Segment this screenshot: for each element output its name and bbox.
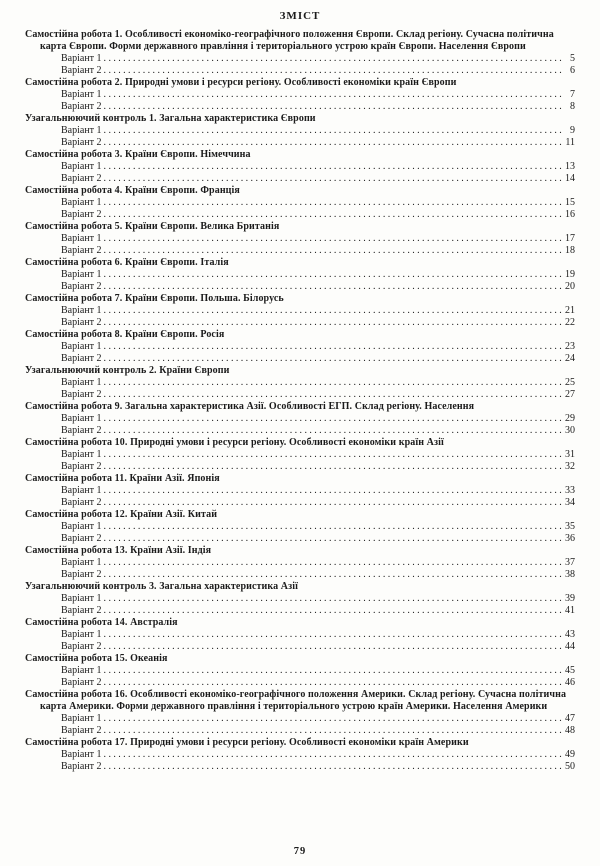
toc-item-label: Варіант 1 [61, 713, 102, 724]
dot-leader [104, 161, 562, 173]
toc-section-heading: Узагальнюючий контроль 3. Загальна характеристика Азії [25, 581, 298, 592]
toc-item-page: 21 [565, 305, 575, 316]
toc-item [25, 245, 575, 257]
toc-item-page: 15 [565, 197, 575, 208]
toc-section-heading: Самостійна робота 8. Країни Європи. Росія [25, 329, 225, 340]
toc-item-page: 8 [570, 101, 575, 112]
dot-leader [104, 53, 562, 65]
toc-item-page: 31 [565, 449, 575, 460]
toc-item-label: Варіант 2 [61, 173, 102, 184]
toc-item-label: Варіант 2 [61, 461, 102, 472]
toc-item-label: Варіант 1 [61, 197, 102, 208]
toc-item [25, 173, 575, 185]
toc-section [25, 737, 575, 773]
toc-item-label: Варіант 1 [61, 449, 102, 460]
toc-item [25, 749, 575, 761]
dot-leader [104, 677, 562, 689]
dot-leader [104, 749, 562, 761]
toc-item-label: Варіант 2 [61, 245, 102, 256]
dot-leader [104, 413, 562, 425]
toc-item-label: Варіант 1 [61, 749, 102, 760]
toc-section-heading: Самостійна робота 4. Країни Європи. Франція [25, 185, 240, 196]
toc-item [25, 761, 575, 773]
toc-item-label: Варіант 1 [61, 413, 102, 424]
toc-item-page: 38 [565, 569, 575, 580]
toc-item-page: 50 [565, 761, 575, 772]
toc-item-page: 37 [565, 557, 575, 568]
toc-item-page: 44 [565, 641, 575, 652]
toc-item-page: 7 [570, 89, 575, 100]
toc-item-page: 41 [565, 605, 575, 616]
dot-leader [104, 761, 562, 773]
toc-section-heading: Самостійна робота 15. Океанія [25, 653, 168, 664]
toc-item [25, 641, 575, 653]
toc-item [25, 233, 575, 245]
toc-section-heading: Самостійна робота 9. Загальна характеристика Азії. Особливості ЕГП. Склад регіону. Населення [25, 401, 475, 412]
toc-item-page: 13 [565, 161, 575, 172]
toc-item-page: 16 [565, 209, 575, 220]
dot-leader [104, 569, 562, 581]
toc-item-label: Варіант 2 [61, 137, 102, 148]
dot-leader [104, 209, 562, 221]
toc-item-label: Варіант 1 [61, 521, 102, 532]
toc-item-page: 11 [565, 137, 575, 148]
toc-item [25, 629, 575, 641]
toc-item-page: 48 [565, 725, 575, 736]
toc-section [25, 221, 575, 257]
toc-item [25, 497, 575, 509]
toc-section [25, 77, 575, 113]
dot-leader [104, 305, 562, 317]
dot-leader [104, 425, 562, 437]
dot-leader [104, 521, 562, 533]
toc-item-label: Варіант 2 [61, 725, 102, 736]
toc-section-heading: Самостійна робота 11. Країни Азії. Японія [25, 473, 220, 484]
dot-leader [104, 317, 562, 329]
toc-item-page: 5 [570, 53, 575, 64]
toc-section-heading: Узагальнюючий контроль 1. Загальна характеристика Європи [25, 113, 316, 124]
toc-item [25, 317, 575, 329]
toc-item-label: Варіант 1 [61, 377, 102, 388]
toc-item-page: 18 [565, 245, 575, 256]
toc-section-heading: Самостійна робота 16. Особливості економіко-географічного положення Америки. Склад регіону. Сучасна політична карта Америки. Форми державного правління і територіального устрою країн Америки. Населення Америки [25, 689, 567, 712]
page-title: ЗМІСТ [279, 10, 321, 22]
toc-item-label: Варіант 2 [61, 605, 102, 616]
toc-item-label: Варіант 1 [61, 161, 102, 172]
toc-item-label: Варіант 1 [61, 89, 102, 100]
dot-leader [104, 605, 562, 617]
dot-leader [104, 629, 562, 641]
toc-item [25, 305, 575, 317]
toc-section-heading: Самостійна робота 5. Країни Європи. Велика Британія [25, 221, 280, 232]
footer-page-number: 79 [293, 846, 307, 857]
toc-section [25, 437, 575, 473]
dot-leader [104, 89, 562, 101]
dot-leader [104, 713, 562, 725]
toc-item-label: Варіант 2 [61, 317, 102, 328]
toc-section [25, 29, 575, 77]
toc-item-label: Варіант 2 [61, 281, 102, 292]
toc-section-heading: Самостійна робота 6. Країни Європи. Італія [25, 257, 229, 268]
toc-item-page: 17 [565, 233, 575, 244]
toc-item [25, 281, 575, 293]
dot-leader [104, 641, 562, 653]
dot-leader [104, 593, 562, 605]
toc-section [25, 149, 575, 185]
toc-item-page: 49 [565, 749, 575, 760]
toc-section-heading: Самостійна робота 1. Особливості економіко-географічного положення Європи. Склад регіону. Сучасна політична карта Європи. Форми державного правління і територіального устрою країн Європи. Населення Європи [25, 29, 554, 52]
toc-item-page: 25 [565, 377, 575, 388]
toc-item [25, 377, 575, 389]
toc-item [25, 209, 575, 221]
toc-section [25, 257, 575, 293]
toc-item [25, 137, 575, 149]
toc-item-label: Варіант 1 [61, 269, 102, 280]
dot-leader [104, 341, 562, 353]
toc-item [25, 677, 575, 689]
toc-section-heading: Самостійна робота 17. Природні умови і ресурси регіону. Особливості економіки країн Америки [25, 737, 469, 748]
toc-item-label: Варіант 1 [61, 53, 102, 64]
dot-leader [104, 665, 562, 677]
toc-section-heading: Самостійна робота 10. Природні умови і ресурси регіону. Особливості економіки країн Азії [25, 437, 444, 448]
toc-item [25, 449, 575, 461]
toc-item-label: Варіант 2 [61, 569, 102, 580]
toc-item-page: 27 [565, 389, 575, 400]
toc-section-heading: Самостійна робота 14. Австралія [25, 617, 178, 628]
toc-item-label: Варіант 2 [61, 677, 102, 688]
toc-item-label: Варіант 2 [61, 533, 102, 544]
toc-item [25, 461, 575, 473]
dot-leader [104, 233, 562, 245]
toc-item-page: 24 [565, 353, 575, 364]
toc-item [25, 197, 575, 209]
dot-leader [104, 137, 562, 149]
toc-item-page: 36 [565, 533, 575, 544]
toc-item [25, 161, 575, 173]
toc-item-label: Варіант 1 [61, 629, 102, 640]
toc-item [25, 413, 575, 425]
toc-section [25, 365, 575, 401]
toc-item-label: Варіант 1 [61, 233, 102, 244]
toc-item-label: Варіант 2 [61, 209, 102, 220]
toc-item-label: Варіант 1 [61, 557, 102, 568]
toc-section [25, 401, 575, 437]
toc-section [25, 545, 575, 581]
toc-item-page: 46 [565, 677, 575, 688]
toc-item-label: Варіант 1 [61, 341, 102, 352]
dot-leader [104, 533, 562, 545]
toc-item [25, 485, 575, 497]
dot-leader [104, 173, 562, 185]
toc-item-page: 43 [565, 629, 575, 640]
toc-item [25, 569, 575, 581]
toc-item [25, 713, 575, 725]
toc-item [25, 725, 575, 737]
toc-item [25, 341, 575, 353]
dot-leader [104, 197, 562, 209]
toc-item [25, 65, 575, 77]
toc-item-page: 33 [565, 485, 575, 496]
toc-item-label: Варіант 2 [61, 425, 102, 436]
dot-leader [104, 281, 562, 293]
toc-section-heading: Самостійна робота 12. Країни Азії. Китай [25, 509, 218, 520]
toc-item [25, 353, 575, 365]
toc-section-heading: Самостійна робота 13. Країни Азії. Індія [25, 545, 212, 556]
toc-item-label: Варіант 1 [61, 593, 102, 604]
toc-item-label: Варіант 1 [61, 485, 102, 496]
toc-section-heading: Самостійна робота 3. Країни Європи. Німеччина [25, 149, 251, 160]
toc-item-page: 19 [565, 269, 575, 280]
toc-item-label: Варіант 1 [61, 665, 102, 676]
toc-item-page: 14 [565, 173, 575, 184]
toc-item-page: 35 [565, 521, 575, 532]
toc-section [25, 653, 575, 689]
toc-item-page: 6 [570, 65, 575, 76]
dot-leader [104, 449, 562, 461]
dot-leader [104, 65, 562, 77]
toc-section-heading: Самостійна робота 7. Країни Європи. Польша. Білорусь [25, 293, 284, 304]
toc-item-page: 20 [565, 281, 575, 292]
toc-item-page: 47 [565, 713, 575, 724]
toc-item-label: Варіант 2 [61, 101, 102, 112]
toc-item-page: 29 [565, 413, 575, 424]
toc-item-label: Варіант 2 [61, 761, 102, 772]
dot-leader [104, 461, 562, 473]
toc-section [25, 185, 575, 221]
toc-item [25, 533, 575, 545]
toc-item [25, 101, 575, 113]
toc-section [25, 473, 575, 509]
toc-item-page: 9 [570, 125, 575, 136]
toc-section [25, 617, 575, 653]
dot-leader [104, 353, 562, 365]
dot-leader [104, 269, 562, 281]
toc-item [25, 605, 575, 617]
toc-item-page: 45 [565, 665, 575, 676]
dot-leader [104, 557, 562, 569]
toc-item [25, 125, 575, 137]
toc-section [25, 293, 575, 329]
toc-item-page: 22 [565, 317, 575, 328]
toc-item [25, 521, 575, 533]
toc-item-label: Варіант 2 [61, 389, 102, 400]
toc-section [25, 689, 575, 737]
dot-leader [104, 497, 562, 509]
dot-leader [104, 125, 562, 137]
toc-item [25, 89, 575, 101]
toc-section-heading: Самостійна робота 2. Природні умови і ресурси регіону. Особливості економіки країн Європи [25, 77, 457, 88]
dot-leader [104, 725, 562, 737]
toc-item [25, 389, 575, 401]
dot-leader [104, 245, 562, 257]
toc-section [25, 509, 575, 545]
toc-item-label: Варіант 2 [61, 497, 102, 508]
dot-leader [104, 389, 562, 401]
toc-item-page: 34 [565, 497, 575, 508]
toc-item [25, 53, 575, 65]
toc-item-page: 23 [565, 341, 575, 352]
dot-leader [104, 485, 562, 497]
toc-section [25, 113, 575, 149]
toc-item-label: Варіант 1 [61, 125, 102, 136]
toc-item-page: 30 [565, 425, 575, 436]
toc-list [25, 29, 575, 773]
toc-item-label: Варіант 2 [61, 641, 102, 652]
dot-leader [104, 101, 562, 113]
dot-leader [104, 377, 562, 389]
toc-item-label: Варіант 2 [61, 65, 102, 76]
toc-item-label: Варіант 1 [61, 305, 102, 316]
toc-item-page: 32 [565, 461, 575, 472]
toc-item [25, 557, 575, 569]
toc-item [25, 593, 575, 605]
toc-section [25, 329, 575, 365]
toc-item [25, 269, 575, 281]
toc-item-page: 39 [565, 593, 575, 604]
toc-item [25, 425, 575, 437]
toc-item-label: Варіант 2 [61, 353, 102, 364]
toc-section [25, 581, 575, 617]
toc-section-heading: Узагальнюючий контроль 2. Країни Європи [25, 365, 230, 376]
toc-item [25, 665, 575, 677]
